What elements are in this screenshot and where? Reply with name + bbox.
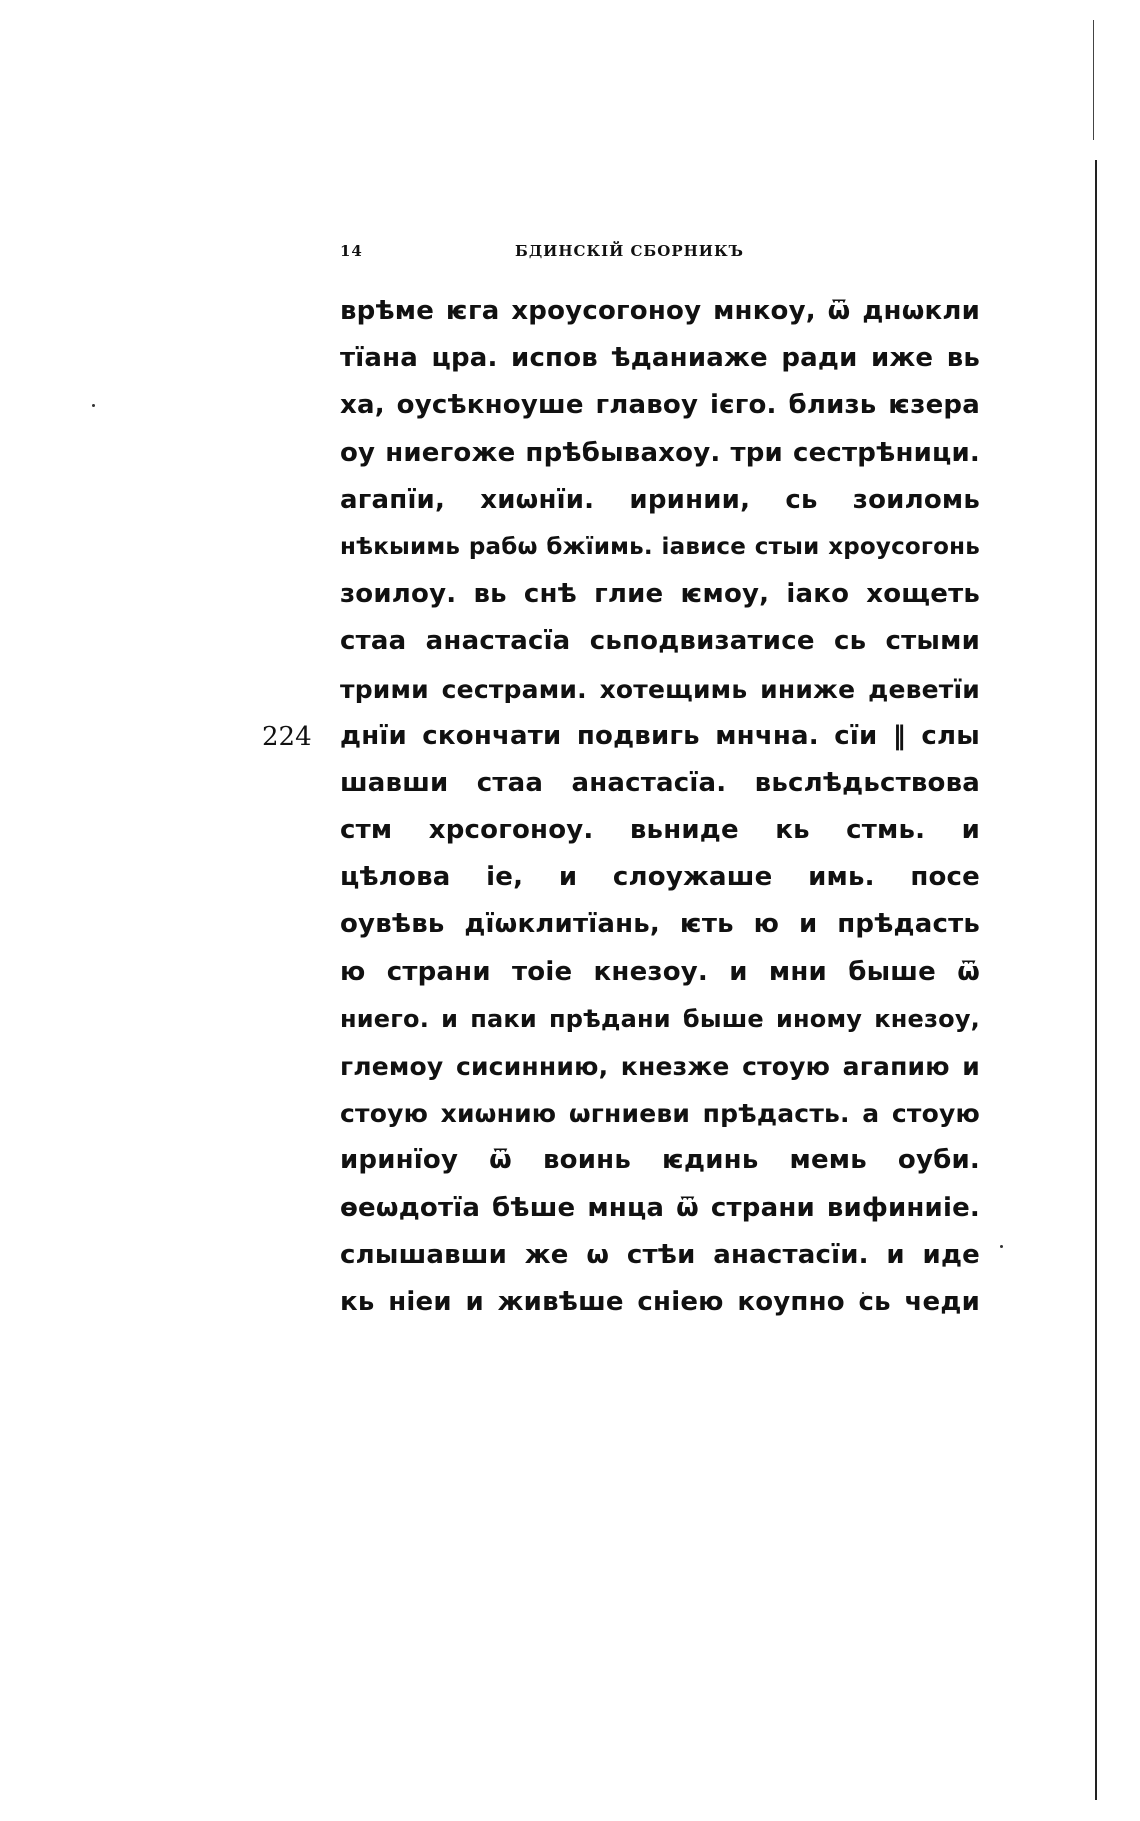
text-line: ѳеѡдотїа бѣше мнца ѿ страни вифиниіе. <box>340 1192 980 1223</box>
text-line: оувѣвь дїѡклитїань, ѥть ю и прѣдасть <box>340 909 980 940</box>
text-line: цѣлова іе, и слоужаше имь. посе <box>340 862 980 893</box>
page-number: 14 <box>340 242 363 260</box>
scan-speck <box>1000 1245 1003 1248</box>
text-line: тїана цра. испов ѣданиаже ради иже вь <box>340 343 980 374</box>
text-line: кь ніеи и живѣше сніею коупно сь чеди <box>340 1286 980 1317</box>
body-text <box>340 288 980 1326</box>
text-line: ха, оусѣкноуше главоу ієго. близь ѥзера <box>340 390 980 421</box>
text-line: шавши стаа анастасїа. вьслѣдьствова <box>340 767 980 798</box>
text-line: агапїи, хиѡнїи. иринии, сь зоиломь <box>340 484 980 515</box>
text-line: стоую хиѡнию ѡгниеви прѣдасть. а стоую <box>340 1099 980 1129</box>
text-line: глемоу сисиннию, кнезже стоую агапию и <box>340 1052 980 1081</box>
running-title: БДИНСКІЙ СБОРНИКЪ <box>515 242 744 260</box>
text-line: иринїоу ѿ воинь ѥдинь мемь оуби. <box>340 1145 980 1176</box>
text-line: ю страни тоіе кнезоу. и мни быше ѿ <box>340 956 980 987</box>
text-line: стм хрсогоноу. вьниде кь стмь. и <box>340 815 980 846</box>
text-line: оу ниегоже прѣбывахоу. три сестрѣници. <box>340 437 980 468</box>
text-line: зоилоу. вь снѣ глие ѥмоу, іако хощеть <box>340 579 980 610</box>
margin-folio-number: 224 <box>262 721 312 752</box>
text-line: нѣкыимь рабѡ бжїимь. іависе стыи хроусогонь <box>340 533 980 560</box>
text-line: ниего. и паки прѣдани быше иному кнезоу, <box>340 1004 980 1033</box>
scan-speck <box>92 404 95 407</box>
page-edge-line <box>1095 160 1097 1800</box>
text-line: днїи скончати подвигь мнчна. сїи ‖ слы <box>340 720 980 751</box>
text-line: врѣме ѥга хроусогоноу мнкоу, ѿ днѡкли <box>340 296 980 326</box>
text-line: трими сестрами. хотещимь иниже деветїи <box>340 674 980 704</box>
running-head <box>340 242 800 266</box>
page-edge-line <box>1093 20 1094 140</box>
text-line: стаа анастасїа сьподвизатисе сь стыми <box>340 626 980 657</box>
text-line: слышавши же ѡ стѣи анастасїи. и иде <box>340 1239 980 1270</box>
